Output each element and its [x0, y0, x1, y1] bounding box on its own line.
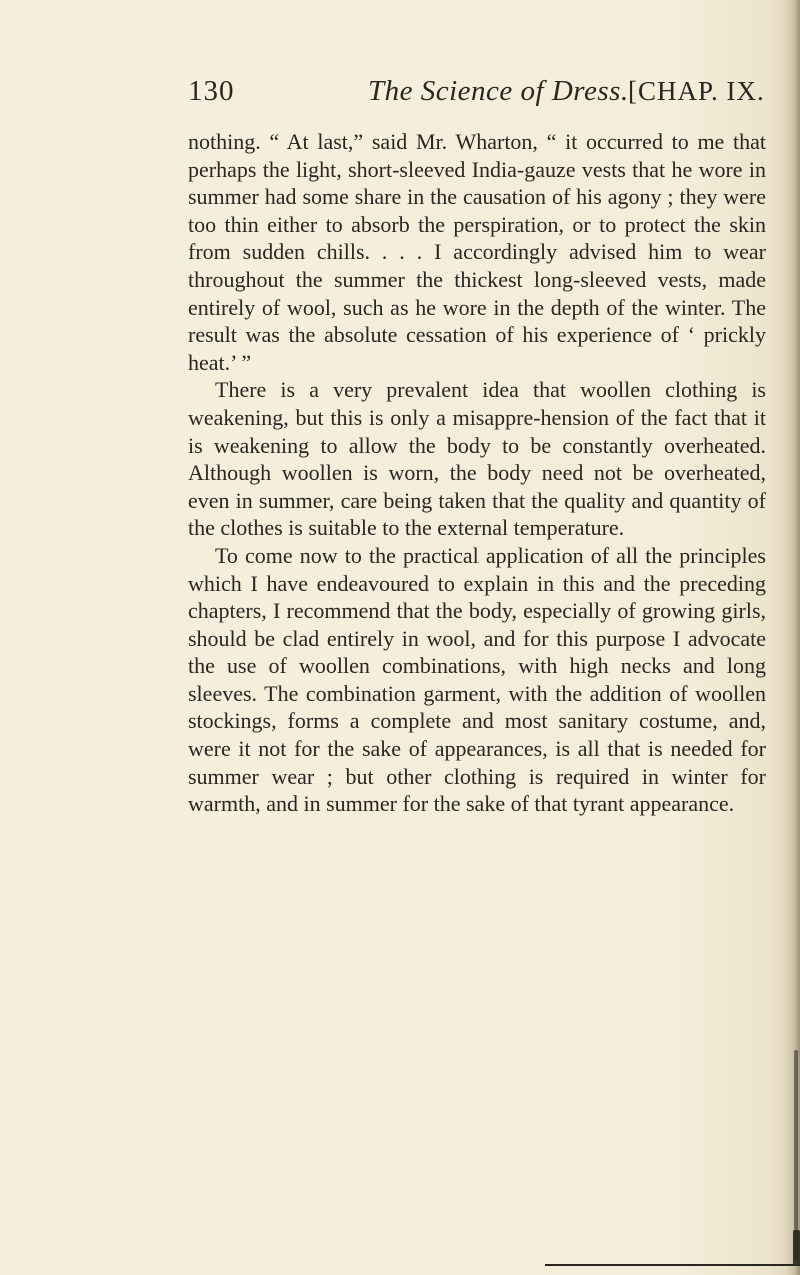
running-head	[188, 73, 768, 109]
paragraph-practical-application: To come now to the practical application of all the principles which I have endeavoured to explain in this and the preceding chapters, I recommend that the body, especially of growing girls, should be clad entirely in wool, and for this purpose I advocate the use of woollen combinations, with high necks and long sleeves. The combination garment, with the addition of woollen stockings, forms a complete and most sanitary costume, and, were it not for the sake of appearances, is all that is needed for summer wear ; but other clothing is required in winter for warmth, and in summer for the sake of that tyrant appearance.	[188, 542, 766, 817]
page-number: 130	[188, 75, 235, 107]
paragraph-continued: nothing. “ At last,” said Mr. Wharton, “ it occurred to me that perhaps the light, short-sleeved India-gauze vests that he wore in summer had some share in the causation of his agony ; they were too thin either to absorb the perspiration, or to protect the skin from sudden chills. . . . I accordingly advised him to wear throughout the summer the thickest long-sleeved vests, made entirely of wool, such as he wore in the depth of the winter. The result was the absolute cessation of his experience of ‘ prickly heat.’ ”	[188, 129, 766, 375]
paragraph-woollen-idea: There is a very prevalent idea that woollen clothing is weakening, but this is only a misappre-hension of the fact that it is weakening to allow the body to be constantly overheated. Although woollen is worn, the body need not be overheated, even in summer, care being taken that the quality and quantity of the clothes is suitable to the external temperature.	[188, 377, 766, 541]
body-text	[188, 128, 766, 818]
book-title: The Science of Dress.	[368, 75, 629, 107]
page-edge-mark	[794, 1050, 798, 1260]
page-edge-mark-dark	[793, 1230, 800, 1266]
chapter-reference: [CHAP. IX.	[628, 76, 765, 106]
bottom-edge-line	[545, 1264, 800, 1266]
